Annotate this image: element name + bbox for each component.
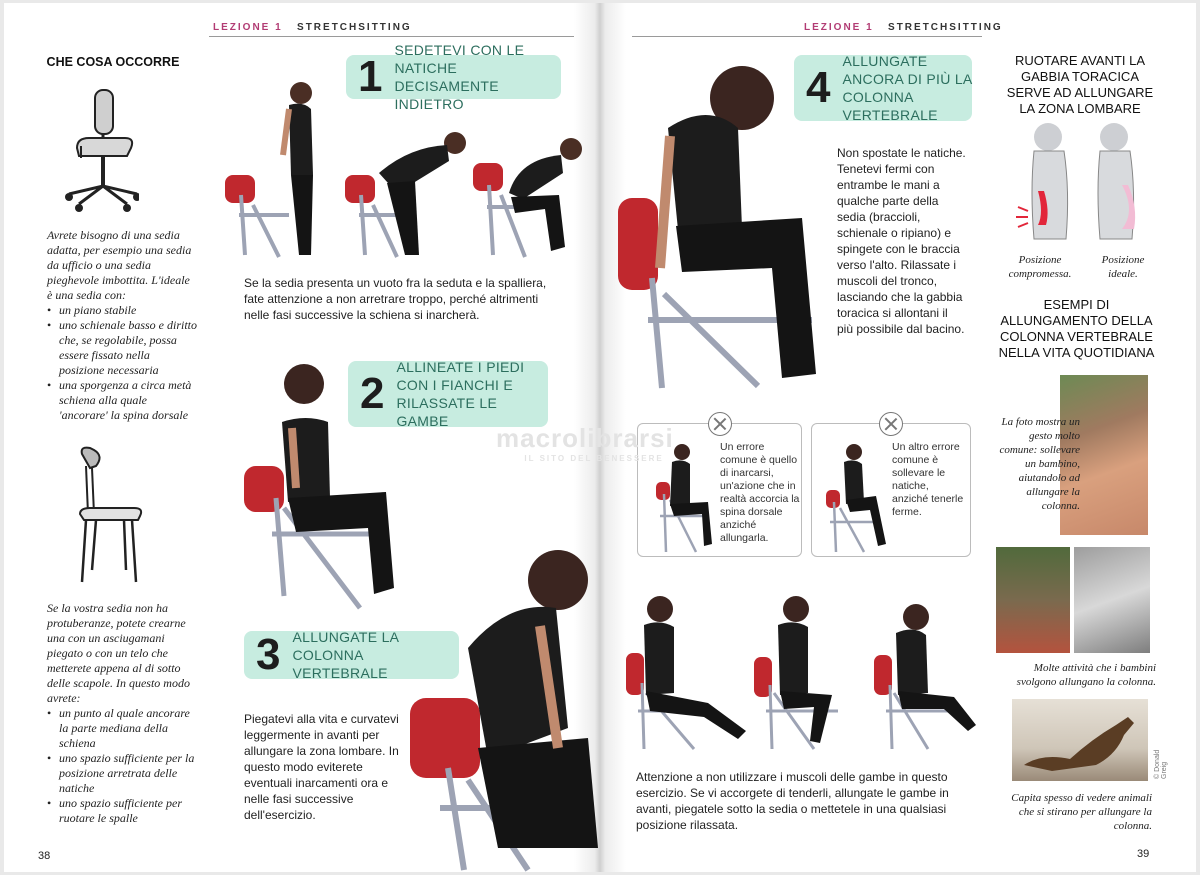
error-2-text: Un altro errore comune è sollevare le natiche, anziché tenerle ferme. bbox=[892, 441, 964, 518]
leg-position-photo-sequence bbox=[624, 593, 984, 753]
compressed-posture-figure bbox=[1016, 123, 1068, 239]
ideal-posture-figure bbox=[1098, 123, 1135, 239]
photo-baby-stretching bbox=[1074, 547, 1150, 653]
list-item: • un piano stabile bbox=[47, 303, 197, 318]
sidebar-intro-block bbox=[47, 228, 197, 423]
watermark-subtext: IL SITO DEL BENESSERE bbox=[524, 454, 664, 463]
caption-compressed: Posizione compromessa. bbox=[1008, 254, 1072, 280]
wrong-icon bbox=[879, 412, 903, 436]
sidebar-intro: Avrete bisogno di una sedia adatta, per esempio una sedia da ufficio o una sedia pieghevole imbottita. L'ideale è una sedia con: bbox=[47, 228, 192, 302]
step-1-text: Se la sedia presenta un vuoto fra la seduta e la spalliera, fate attenzione a non arretrare troppo, perché altrimenti nelle fasi successive la schiena si inarcherà. bbox=[244, 276, 547, 322]
sidebar-heading: CHE COSA OCCORRE bbox=[46, 55, 180, 69]
caption-children: Molte attività che i bambini svolgono allungano la colonna. bbox=[1016, 662, 1156, 688]
lesson-title: STRETCHSITTING bbox=[297, 22, 412, 33]
sidebar-second-block bbox=[47, 601, 197, 826]
list-item: • una sporgenza a circa metà schiena alla quale 'ancorare' la spina dorsale bbox=[47, 378, 197, 423]
running-head-left bbox=[213, 22, 412, 33]
towel-benefits-list bbox=[47, 706, 197, 826]
error-box-lifting bbox=[811, 423, 971, 557]
step-title: ALLUNGATE LA COLONNA VERTEBRALE bbox=[292, 629, 399, 681]
step-title: SEDETEVI CON LE NATICHE DECISAMENTE INDIETRO bbox=[394, 42, 525, 112]
caption-ideal: Posizione ideale. bbox=[1101, 254, 1145, 280]
cat-statue-shape bbox=[1012, 699, 1148, 781]
lesson-label: LEZIONE 1 bbox=[213, 22, 283, 33]
list-item: • uno spazio sufficiente per la posizione arretrata delle natiche bbox=[47, 751, 197, 796]
step-number: 2 bbox=[360, 369, 385, 418]
step-3-text: Piegatevi alla vita e curvatevi leggermente in avanti per allungare la zona lombare. In questo modo eviterete eventuali inarcamenti ora e nelle fasi successive dell'esercizio. bbox=[244, 712, 399, 822]
error-lifting-photo bbox=[818, 440, 890, 555]
woman-standing-figure bbox=[283, 82, 313, 255]
photo-children-playing bbox=[996, 547, 1070, 653]
office-chair-illustration bbox=[59, 86, 139, 221]
bottom-instruction-text: Attenzione a non utilizzare i muscoli delle gambe in questo esercizio. Se vi accorgete di tenderli, allungate le gambe in avanti, piegatele sotto la sedia o mettetele in una qualsiasi posizione rilassata. bbox=[636, 770, 949, 832]
header-rule bbox=[209, 36, 574, 37]
photo-credit: © Donald Greig bbox=[1154, 749, 1168, 779]
watermark bbox=[496, 423, 674, 463]
step-4-seated-woman-photo bbox=[612, 58, 827, 393]
list-item: • un punto al quale ancorare la parte mediana della schiena bbox=[47, 706, 197, 751]
photo-stretching-cat-statue bbox=[1012, 699, 1148, 781]
page-number-left: 38 bbox=[38, 850, 51, 862]
folding-chair-illustration bbox=[66, 446, 150, 586]
wrong-icon bbox=[708, 412, 732, 436]
caption-lifting-baby: La foto mostra un gesto molto comune: sollevare un bambino, aiutandolo ad allungare la colonna. bbox=[999, 416, 1080, 512]
step-number: 4 bbox=[806, 63, 831, 112]
list-item: • uno schienale basso e diritto che, se regolabile, possa essere fissato nella posizione necessaria bbox=[47, 318, 197, 378]
lesson-title: STRETCHSITTING bbox=[888, 22, 1003, 33]
step-number: 1 bbox=[358, 52, 383, 101]
sidebar-heading-examples: ESEMPI DI ALLUNGAMENTO DELLA COLONNA VERTEBRALE NELLA VITA QUOTIDIANA bbox=[998, 297, 1155, 360]
chair-requirements-list bbox=[47, 303, 197, 423]
step-2-seated-woman-photo bbox=[236, 358, 416, 613]
error-1-text: Un errore comune è quello di inarcarsi, un'azione che in realtà accorcia la spina dorsale anziché allungarla. bbox=[720, 441, 800, 544]
book-spread bbox=[4, 3, 1196, 872]
watermark-text: macrolibrarsi bbox=[496, 423, 674, 453]
header-rule bbox=[632, 36, 982, 37]
step-4-text: Non spostate le natiche. Tenetevi fermi con entrambe le mani a qualche parte della sedia (braccioli, schienale o ripiano) e spingete con le braccia verso l'alto. Rilassate i muscoli del tronco, lasciando che la gabbia toracica si allontani il più possibile dal bacino. bbox=[837, 146, 966, 336]
step-3-bending-woman-photo bbox=[408, 548, 608, 872]
list-item: • uno spazio sufficiente per ruotare le spalle bbox=[47, 796, 197, 826]
page-number-right: 39 bbox=[1137, 848, 1150, 860]
caption-animals: Capita spesso di vedere animali che si stirano per allungare la colonna. bbox=[1011, 792, 1152, 832]
step-title: ALLINEATE I PIEDI CON I FIANCHI E RILASSATE LE GAMBE bbox=[396, 359, 525, 429]
sidebar-para2: Se la vostra sedia non ha protuberanze, potete crearne una con un asciugamani piegato o con un telo che metterete appena al di sotto delle scapole. In questo modo avrete: bbox=[47, 601, 190, 705]
sidebar-heading-ribcage: RUOTARE AVANTI LA GABBIA TORACICA SERVE AD ALLUNGARE LA ZONA LOMBARE bbox=[1006, 53, 1154, 116]
step-number: 3 bbox=[256, 630, 281, 679]
posture-comparison-illustration bbox=[1004, 121, 1154, 251]
folding-chair-graphic bbox=[225, 175, 289, 257]
step-1-photo-sequence bbox=[219, 75, 589, 265]
lesson-label: LEZIONE 1 bbox=[804, 22, 874, 33]
step-title: ALLUNGATE ANCORA DI PIÙ LA COLONNA VERTEBRALE bbox=[842, 53, 972, 123]
running-head-right bbox=[804, 22, 1003, 33]
